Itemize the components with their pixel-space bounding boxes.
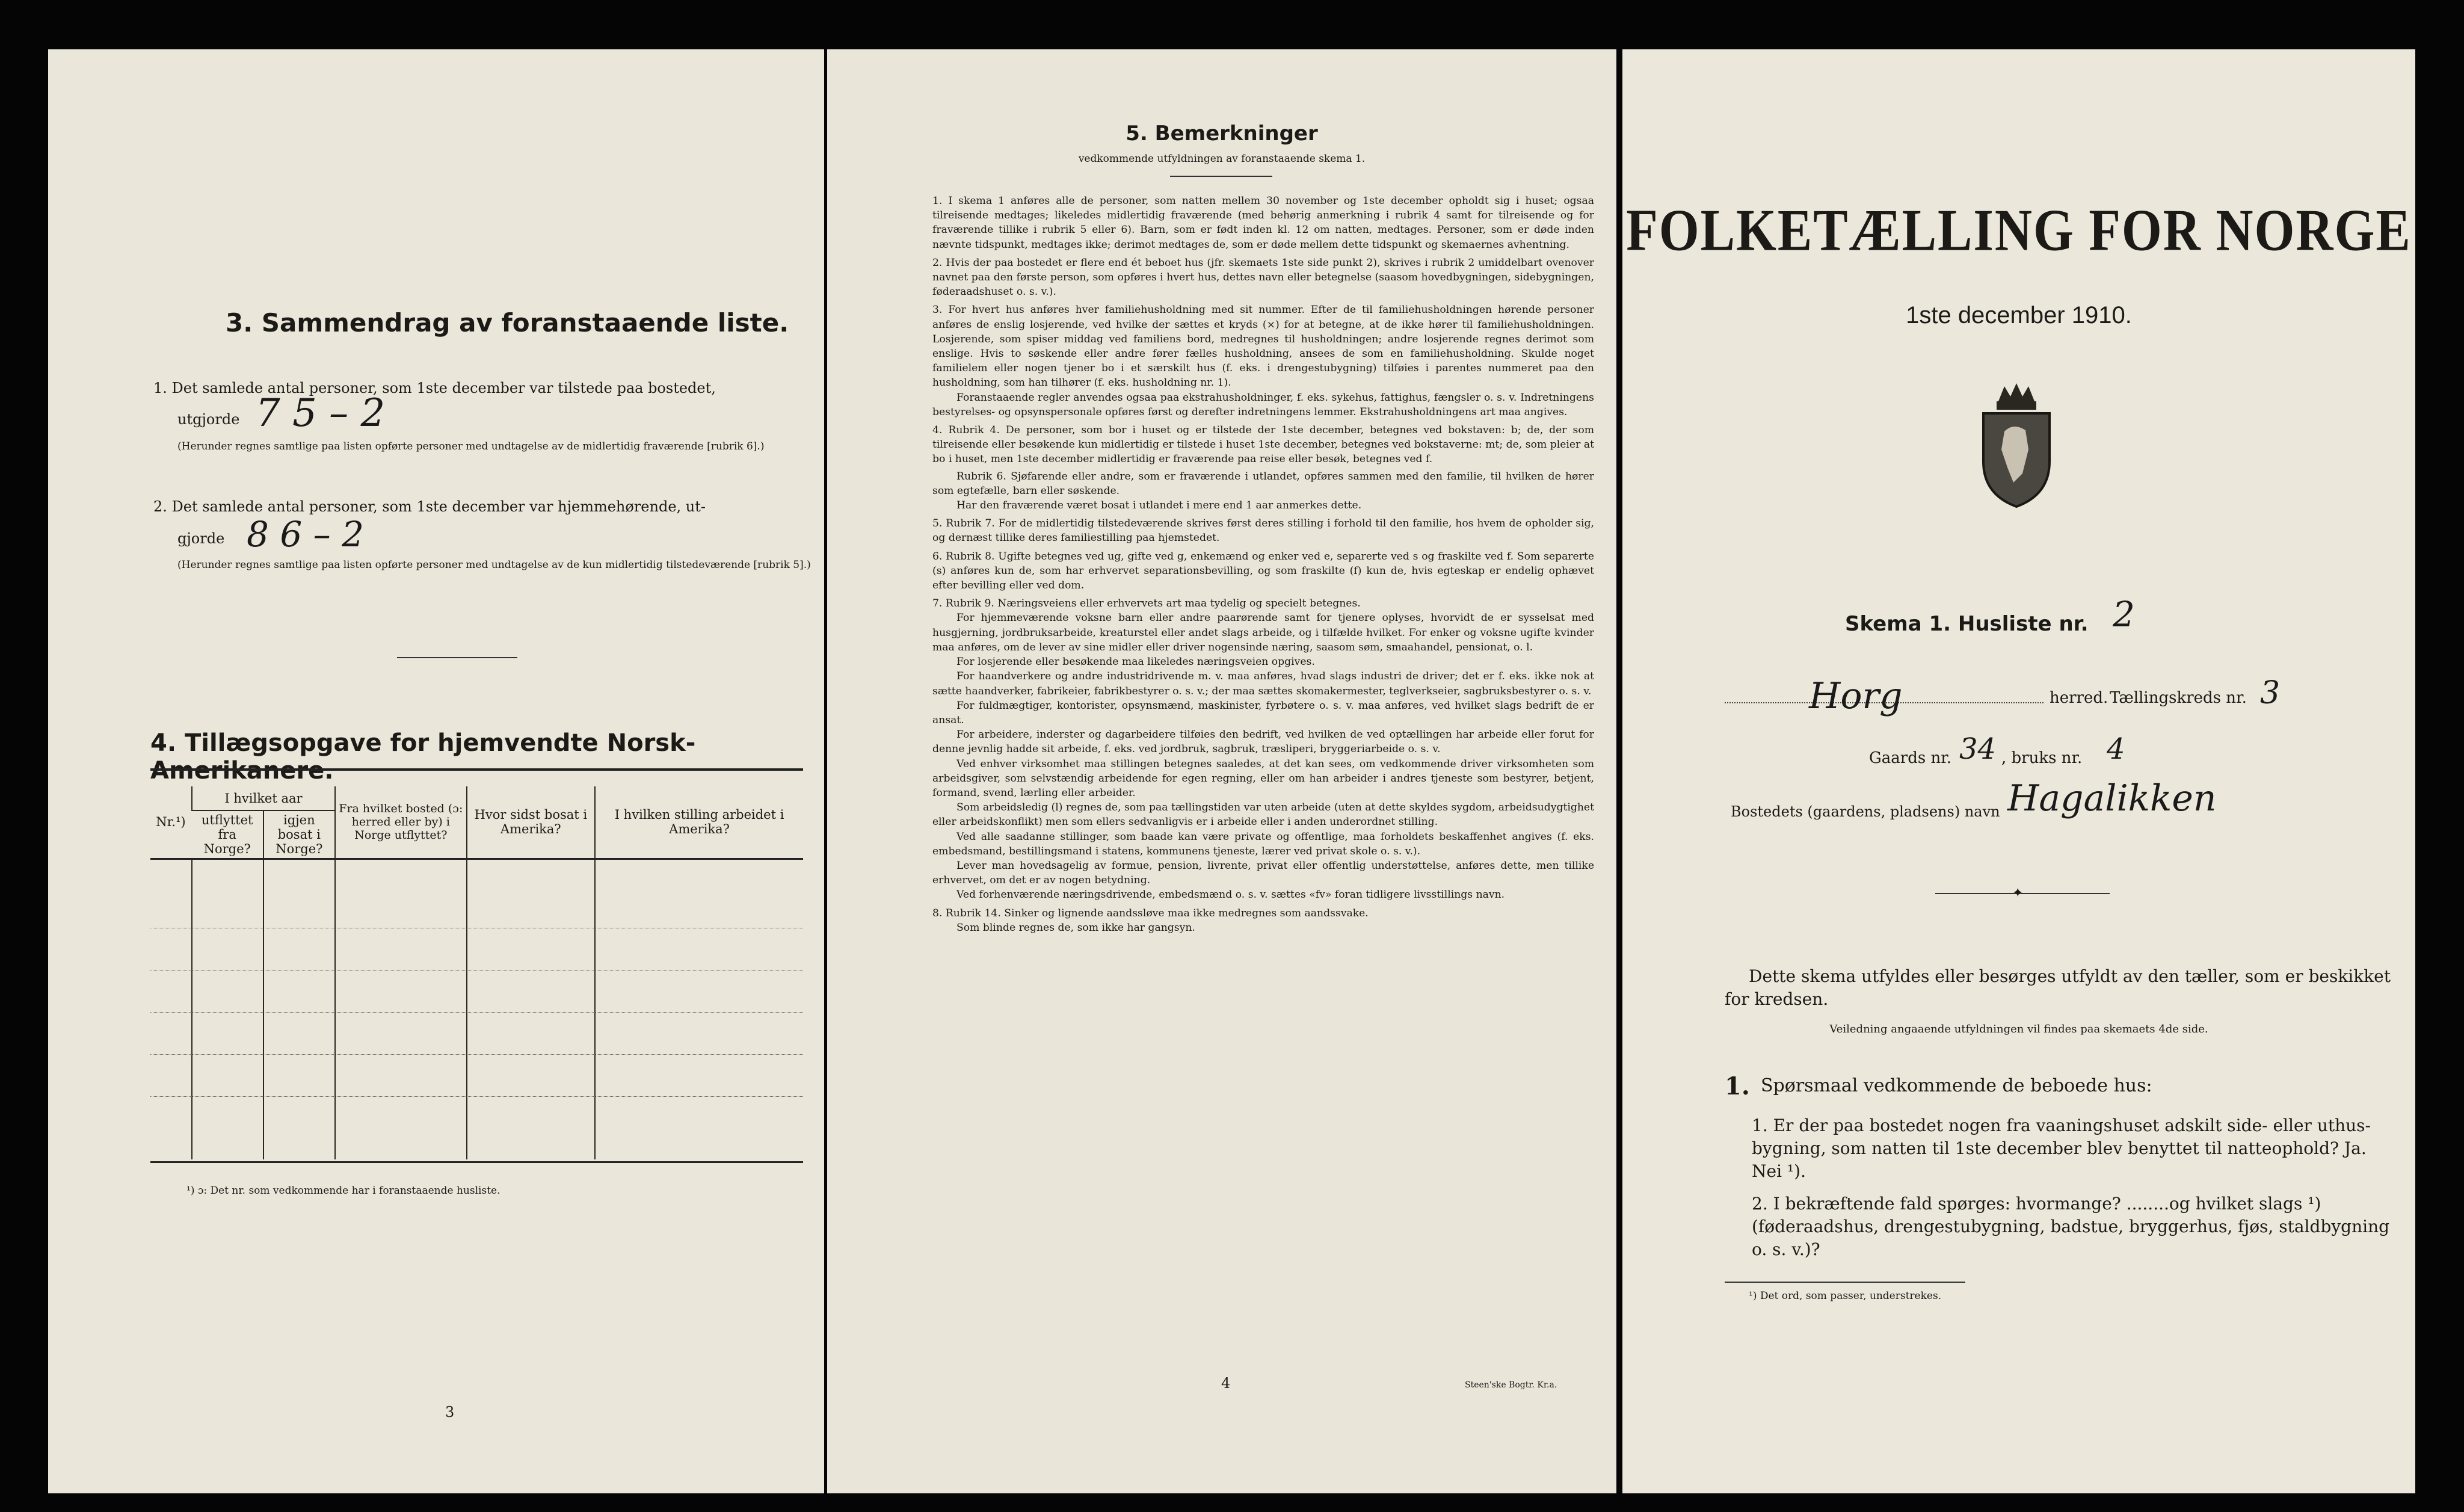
remark-paragraph: Foranstaaende regler anvendes ogsaa paa ekstrahusholdninger, f. eks. sykehus, fattighus, fængsler o. s. v. Indretningens bestyrelses- og opsynspersonale opføres først og derefter indretningens lemmer. Ekstrahusholdningens art maa angives. [932, 391, 1594, 418]
bruks-value: 4 [2107, 732, 2125, 766]
kreds-label: Tællingskreds nr. [2110, 689, 2247, 707]
kreds-value: 3 [2260, 675, 2281, 711]
remark-paragraph: 4. Rubrik 4. De personer, som bor i huset og er tilstede der 1ste december, betegnes ved bokstaven: b; de, der som tilreisende eller besøkende kun midlertidig er tilstede i huset 1ste december, betegnes ved bokstaverne: mt; de, som pleier at bo i huset, men 1ste december midlertidig er fraværende paa reise eller besøk, betegnes ved f. [932, 424, 1594, 466]
remarks-body [932, 194, 1594, 935]
remark-paragraph: Ved forhenværende næringsdrivende, embedsmænd o. s. v. sættes «fv» foran tidligere livsstillings navn. [956, 889, 1505, 901]
item2-note: (Herunder regnes samtlige paa listen opførte personer med undtagelse av de kun midlertidig tilstedeværende [rubrik 5].) [177, 559, 811, 571]
bosted-value: Hagalikken [2007, 777, 2217, 819]
remark-paragraph: 5. Rubrik 7. For de midlertidig tilstedeværende skrives først deres stilling i forhold til den familie, hos hvem de opholder sig, og dernæst tillike deres familiestilling paa hjemstedet. [932, 517, 1594, 545]
table-row-line [150, 1096, 803, 1097]
footnote: ¹) ɔ: Det nr. som vedkommende har i foranstaaende husliste. [186, 1185, 500, 1197]
item2-value: 8 6 – 2 [247, 514, 365, 555]
form-title: FOLKETÆLLING FOR NORGE [1626, 196, 2412, 264]
page-number: 4 [1221, 1375, 1231, 1392]
item2-prefix: gjorde [177, 530, 225, 547]
gaards-value: 34 [1959, 732, 1997, 766]
header-nr: Nr.¹) [156, 815, 186, 830]
remark-paragraph: Som blinde regnes de, som ikke har gangsyn. [956, 921, 1195, 934]
table-top-rule [150, 768, 803, 771]
item1-text: 1. Det samlede antal personer, som 1ste december var tilstede paa bostedet, [153, 380, 716, 397]
remark-paragraph: For arbeidere, inderster og dagarbeidere tilføies den bedrift, ved hvilken de ved optællingen har arbeide eller forut for denne jevnlig hadde sit arbeide, f. eks. ved jordbruk, sagbruk, træsliperi, bryggeriarbeide o. s. v. [932, 729, 1594, 756]
item1-value: 7 5 – 2 [256, 391, 386, 436]
bemerkninger-subtitle: vedkommende utfyldningen av foranstaaende skema 1. [1078, 153, 1366, 165]
item1-prefix: utgjorde [177, 411, 240, 428]
left-page [48, 49, 824, 1493]
footnote: ¹) Det ord, som passer, understrekes. [1749, 1290, 1942, 1302]
remark-paragraph: For hjemmeværende voksne barn eller andre paarørende samt for tjenere oplyses, hvorvidt de er sysselsat med husgjerning, jordbruksarbeide, kreaturstel eller andet slags arbeide, og i tilfælde hvilket. For enker og voksne ugifte kvinder maa anføres, om de lever av sine midler eller driver nogensinde næring, saasom søm, smaahandel, pensionat, o. l. [932, 612, 1594, 653]
intro-text: Dette skema utfyldes eller besørges utfyldt av den tæller, som er beskikket for kredsen. [1725, 966, 2391, 1009]
header-where-last: Hvor sidst bosat i Amerika? [467, 786, 596, 859]
remark-paragraph: Ved alle saadanne stillinger, som baade kan være private og offentlige, maa forholdets beskaffenhet angives (f. eks. embedsmand, bestillingsmand i statens, kommunens tjeneste, lærer ved privat skole o. s. v.). [932, 830, 1594, 857]
sec3-title: 3. Sammendrag av foranstaaende liste. [226, 308, 789, 338]
header-position: I hvilken stilling arbeidet i Amerika? [595, 786, 803, 859]
divider [397, 657, 517, 658]
sec4-title: 4. Tillægsopgave for hjemvendte Norsk-Amerikanere. [150, 729, 696, 785]
guide-text: Veiledning angaaende utfyldningen vil findes paa skemaets 4de side. [1829, 1023, 2208, 1035]
remark-paragraph: 6. Rubrik 8. Ugifte betegnes ved ug, gifte ved g, enkemænd og enker ved e, separerte ved s og fraskilte ved f. Som separerte (s) anføres kun de, som har erhvervet separationsbevilling, og som fraskilte (f) kun de, hvis egteskap er endelig ophævet efter bevilling eller ved dom. [932, 550, 1594, 592]
page-number: 3 [445, 1404, 455, 1421]
header-returned: igjen bosat i Norge? [263, 810, 336, 859]
remark-paragraph: For haandverkere og andre industridrivende m. v. maa anføres, hvad slags industri de driver; det er f. eks. ikke nok at sætte haandverker, fabrikeier, fabrikbestyrer o. s. v.; der maa sættes skomakermester, teglverkseier, sagbruksbestyrer o. s. v. [932, 670, 1594, 697]
header-from-where: Fra hvilket bosted (ɔ: herred eller by) i Norge utflyttet? [335, 786, 466, 859]
table-bottom-rule [150, 1161, 803, 1163]
form-date: 1ste december 1910. [1906, 302, 2132, 329]
divider [1170, 176, 1272, 177]
printer-mark: Steen'ske Bogtr. Kr.a. [1465, 1380, 1557, 1390]
remark-paragraph: Rubrik 6. Sjøfarende eller andre, som er fraværende i utlandet, opføres sammen med den familie, til hvilken de hører som egtefælle, barn eller søskende. [932, 470, 1594, 497]
herred-label: herred. [2050, 689, 2108, 707]
bosted-label: Bostedets (gaardens, pladsens) navn [1731, 803, 2000, 820]
table-row-line [150, 1012, 803, 1013]
norway-coat-of-arms-icon [1971, 383, 2062, 510]
remark-paragraph: Har den fraværende været bosat i utlandet i mere end 1 aar anmerkes dette. [956, 499, 1362, 512]
remark-paragraph: 2. Hvis der paa bostedet er flere end ét beboet hus (jfr. skemaets 1ste side punkt 2), skrives i rubrik 2 umiddelbart ovenover navnet paa den første person, som opføres i hvert hus, dettes navn eller betegnelse (saasom hovedbygningen, sidebygningen, føderaadshuset o. s. v.). [932, 256, 1594, 298]
remark-paragraph: 8. Rubrik 14. Sinker og lignende aandssløve maa ikke medregnes som aandssvake. [932, 907, 1369, 919]
remark-paragraph: Lever man hovedsagelig av formue, pension, livrente, privat eller offentlig understøttelse, anføres dette, men tillike erhvervet, om det er av nogen betydning. [932, 859, 1594, 887]
remark-paragraph: For fuldmægtiger, kontorister, opsynsmænd, maskinister, fyrbøtere o. s. v. maa anføres, ved hvilket slags bedrift de er ansat. [932, 699, 1594, 726]
question-heading-number: 1. [1725, 1072, 1750, 1100]
middle-page [827, 49, 1616, 1493]
bruks-label: , bruks nr. [2001, 749, 2083, 767]
header-emigrated: utflyttet fra Norge? [201, 812, 253, 856]
ornament-icon: ✦ [2012, 886, 2024, 901]
bemerkninger-title: 5. Bemerkninger [1126, 122, 1318, 146]
gaards-label: Gaards nr. [1869, 749, 1952, 767]
remark-paragraph: Ved enhver virksomhet maa stillingen betegnes saaledes, at det kan sees, om vedkommende driver virksomheten som arbeidsgiver, som selvstændig arbeidende for egen regning, eller om han arbeider i andres tjeneste som bestyrer, betjent, formand, svend, lærling eller arbeider. [932, 758, 1594, 799]
header-year-group: I hvilket aar [192, 786, 335, 810]
table-row-line [150, 1054, 803, 1055]
question-1: 1. Er der paa bostedet nogen fra vaaningshuset adskilt side- eller uthus-bygning, som natten til 1ste december blev benyttet til natteophold? Ja. Nei ¹). [1752, 1115, 2371, 1181]
remark-paragraph: 7. Rubrik 9. Næringsveiens eller erhvervets art maa tydelig og specielt betegnes. [932, 597, 1361, 610]
item1-note: (Herunder regnes samtlige paa listen opførte personer med undtagelse av de midlertidig fraværende [rubrik 6].) [177, 440, 765, 452]
herred-value: Horg [1809, 675, 1903, 717]
schema-value: 2 [2113, 594, 2135, 635]
remark-paragraph: 1. I skema 1 anføres alle de personer, som natten mellem 30 november og 1ste december opholdt sig i huset; ogsaa tilreisende medtages; likeledes midlertidig fraværende (med behørig anmerkning i rubrik 4 samt for tilreisende og for fraværende tillike i rubrik 5 eller 6). Barn, som er født inden kl. 12 om natten, medtages. Personer, som er døde inden nævnte tidspunkt, medtages ikke; derimot medtages de, som er døde mellem dette tidspunkt og skemaernes avhentning. [932, 195, 1594, 251]
remark-paragraph: Som arbeidsledig (l) regnes de, som paa tællingstiden var uten arbeide (uten at dette skyldes sygdom, arbeidsudygtighet eller arbeidskonflikt) men som ellers sedvanligvis er i arbeide eller i anden underordnet stilling. [932, 801, 1594, 829]
footnote-rule [1725, 1282, 1965, 1283]
schema-label: Skema 1. Husliste nr. [1845, 612, 2089, 636]
right-page [1622, 49, 2415, 1493]
norsk-amerikaner-table [150, 786, 803, 1159]
question-2: 2. I bekræftende fald spørges: hvormange? ........og hvilket slags ¹) (føderaadshus, drengestubygning, badstue, bryggerhus, fjøs, staldbygning o. s. v.)? [1752, 1194, 2390, 1259]
question-heading: Spørsmaal vedkommende de beboede hus: [1761, 1075, 2152, 1096]
item2-text: 2. Det samlede antal personer, som 1ste december var hjemmehørende, ut- [153, 498, 706, 515]
remark-paragraph: For losjerende eller besøkende maa likeledes næringsveien opgives. [956, 656, 1315, 668]
remark-paragraph: 3. For hvert hus anføres hver familiehusholdning med sit nummer. Efter de til familiehusholdningen hørende personer anføres de enslig losjerende, ved hvilke der sættes et kryds (×) for at betegne, at de ikke hører til familiehusholdningen. Losjerende, som spiser middag ved familiens bord, medregnes til husholdningen; andre losjerende regnes derimot som enslige. Hvis to søskende eller andre fører fælles husholdning, ansees de som en familiehusholdning. Skulde noget familielem eller nogen tjener bo i et særskilt hus (f. eks. i drengestubygning) tilføies i parentes nummeret paa den husholdning, som han tilhører (f. eks. husholdning nr. 1). [932, 304, 1594, 389]
